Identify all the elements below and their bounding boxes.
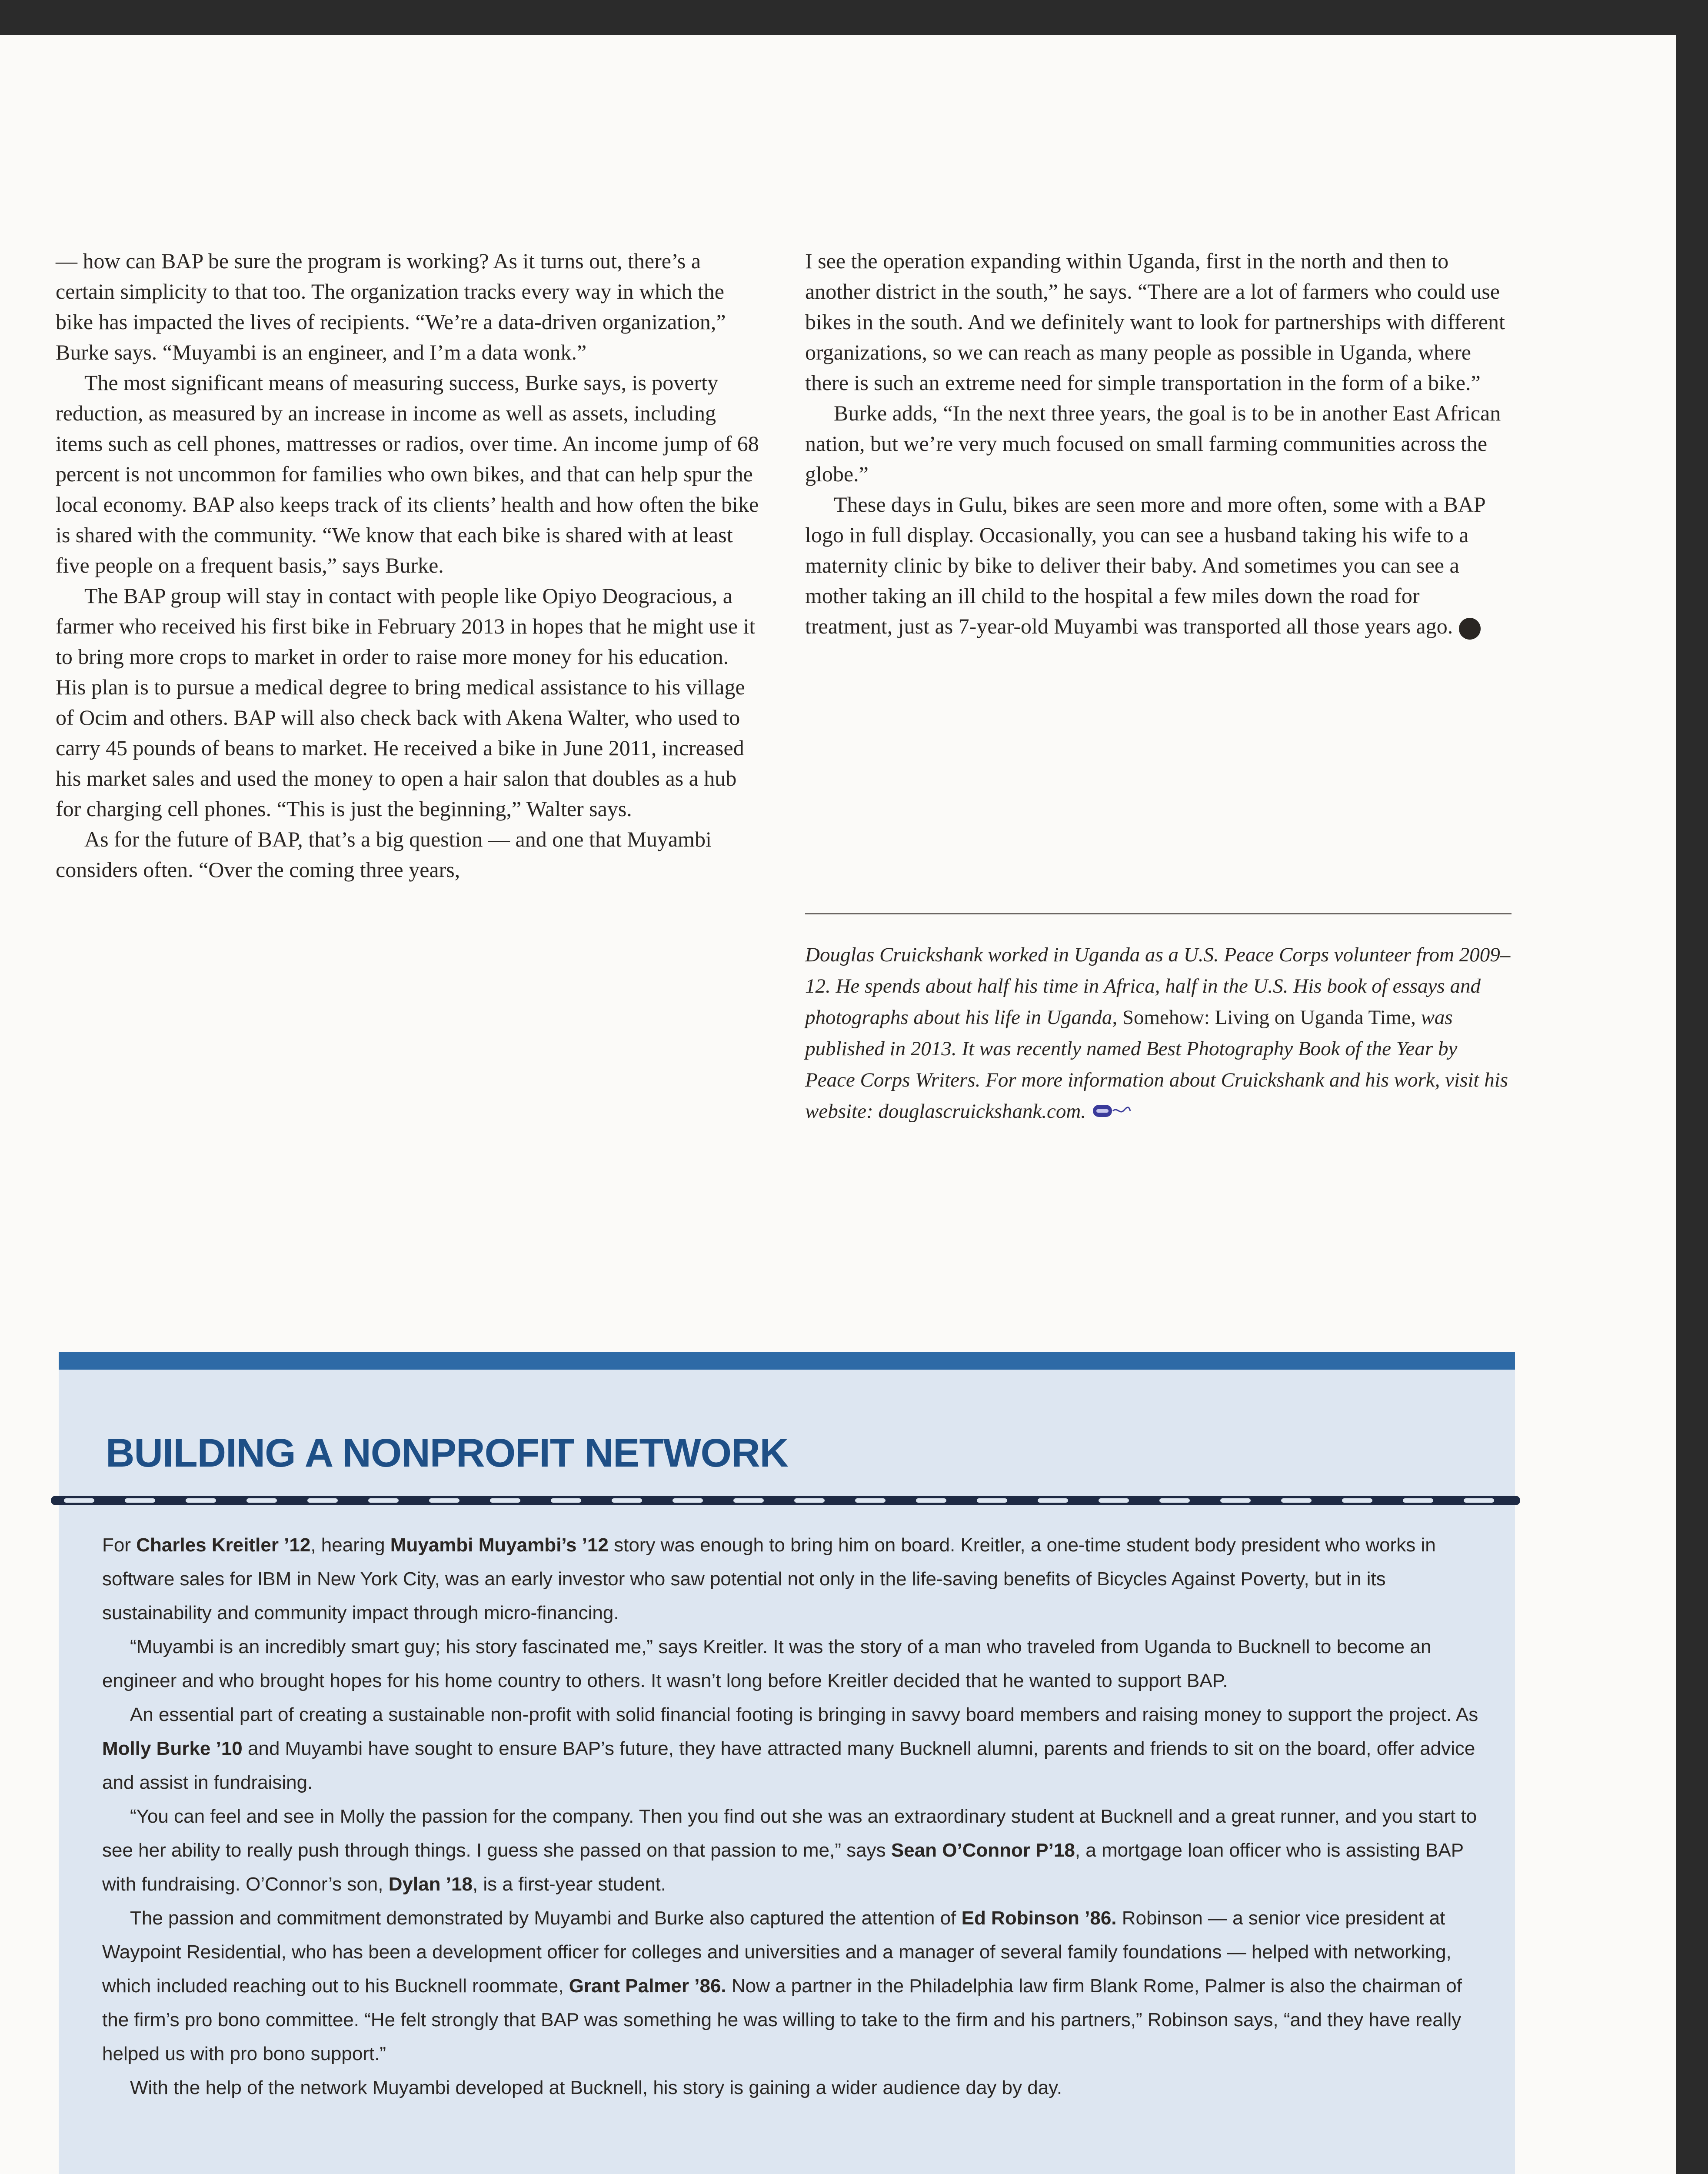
article-paragraph: — how can BAP be sure the program is working? As it turns out, there’s a certain simplicity to that too. The organization tracks every way in which the bike has impacted the lives of recipients. “We’re a data-driven organization,” Burke says. “Muyambi is an engineer, and I’m a data wonk.”	[56, 249, 726, 364]
text-run: , hearing	[310, 1534, 390, 1556]
text-run: “You can feel and see in Molly the passion for the company. Then you find out she was an extraordinary student at Bucknell and a great runner, and you start to see her ability to really push through things. I guess she passed on that passion to me,” says	[102, 1806, 1477, 1861]
end-of-article-icon: B	[1459, 618, 1481, 640]
article-paragraph: I see the operation expanding within Uganda, first in the north and then to another district in the south,” he says. “There are a lot of farmers who could use bikes in the south. And we definitely want to look for partnerships with different organizations, so we can reach as many people as possible in Uganda, where there is such an extreme need for simple transportation in the form of a bike.”	[805, 249, 1505, 395]
sidebar-body	[102, 1528, 1493, 2105]
sidebar-paragraph	[102, 1528, 1493, 1630]
book-title: Somehow: Living on Uganda Time,	[1122, 1006, 1416, 1029]
sidebar-title: BUILDING A NONPROFIT NETWORK	[106, 1431, 788, 1475]
bio-text: was published in 2013. It was recently named Best Photography Book of the Year by Peace Corps Writers. For more information about Cruickshank and his work, visit his website: douglascruickshank.com.	[805, 1006, 1508, 1123]
person-name: Charles Kreitler ’12	[136, 1534, 311, 1556]
author-bio	[805, 939, 1512, 1129]
person-name: Sean O’Connor P’18	[891, 1840, 1075, 1861]
text-run: and Muyambi have sought to ensure BAP’s future, they have attracted many Bucknell alumni, parents and friends to sit on the board, offer advice and assist in fundraising.	[102, 1738, 1475, 1793]
article-paragraph-text: These days in Gulu, bikes are seen more and more often, some with a BAP logo in full display. Occasionally, you can see a husband taking his wife to a maternity clinic by bike to deliver their baby. And sometimes you can see a mother taking an ill child to the hospital a few miles down the road for treatment, just as 7-year-old Muyambi was transported all those years ago.	[805, 492, 1485, 638]
person-name: Muyambi Muyambi’s ’12	[390, 1534, 609, 1556]
text-run: Now a partner in the Philadelphia law firm Blank Rome, Palmer is also the chairman of the firm’s pro bono committee. “He felt strongly that BAP was something he was willing to take to the firm and his partners,” Robinson says, “and they have really helped us with pro bono support.”	[102, 1975, 1462, 2064]
article-paragraph: Burke adds, “In the next three years, the goal is to be in another East African nation, but we’re very much focused on small farming communities across the globe.”	[805, 401, 1501, 486]
text-run: For	[102, 1534, 137, 1556]
sidebar-box	[59, 1352, 1515, 2174]
article-left-column	[56, 246, 762, 885]
bio-divider	[805, 913, 1512, 914]
text-run: Robinson — a senior vice president at Waypoint Residential, who has been a development officer for colleges and universities and a manager of several family foundations — helped with networking, which included reaching out to his Bucknell roommate,	[102, 1907, 1452, 1997]
person-name: Molly Burke ’10	[102, 1738, 243, 1759]
bicycle-icon	[1092, 1097, 1131, 1129]
sidebar-paragraph: With the help of the network Muyambi developed at Bucknell, his story is gaining a wider audience day by day.	[130, 2077, 1062, 2098]
bike-chain-icon	[51, 1487, 1520, 1513]
text-run: , is a first-year student.	[472, 1874, 666, 1895]
text-run: An essential part of creating a sustainable non-profit with solid financial footing is bringing in savvy board members and raising money to support the project. As	[130, 1704, 1478, 1725]
article-paragraph: The most significant means of measuring success, Burke says, is poverty reduction, as measured by an increase in income as well as assets, including items such as cell phones, mattresses or radios, over time. An income jump of 68 percent is not uncommon for families who own bikes, and that can help spur the local economy. BAP also keeps track of its clients’ health and how often the bike is shared with the community. “We know that each bike is shared with at least five people on a frequent basis,” says Burke.	[56, 370, 759, 577]
person-name: Grant Palmer ’86.	[569, 1975, 726, 1997]
article-paragraph: As for the future of BAP, that’s a big question — and one that Muyambi considers often. “Over the coming three years,	[56, 827, 712, 882]
article-paragraph	[805, 489, 1508, 641]
text-run: story was enough to bring him on board. Kreitler, a one-time student body president who works in software sales for IBM in New York City, was an early investor who saw potential not only in the life-saving benefits of Bicycles Against Poverty, but in its sustainability and community impact through micro-financing.	[102, 1534, 1436, 1624]
sidebar-paragraph	[102, 1800, 1493, 1901]
sidebar-paragraph	[102, 1901, 1493, 2071]
sidebar-paragraph: “Muyambi is an incredibly smart guy; his story fascinated me,” says Kreitler. It was the story of a man who traveled from Uganda to Bucknell to become an engineer and who brought hopes for his home country to others. It wasn’t long before Kreitler decided that he wanted to support BAP.	[102, 1636, 1432, 1691]
article-right-column	[805, 246, 1508, 641]
text-run: The passion and commitment demonstrated by Muyambi and Burke also captured the attention of	[130, 1907, 962, 1929]
person-name: Ed Robinson ’86.	[961, 1907, 1117, 1929]
magazine-page	[0, 35, 1676, 2174]
person-name: Dylan ’18	[388, 1874, 473, 1895]
article-paragraph: The BAP group will stay in contact with people like Opiyo Deogracious, a farmer who received his first bike in February 2013 in hopes that he might use it to bring more crops to market in order to raise more money for his education. His plan is to pursue a medical degree to bring medical assistance to his village of Ocim and others. BAP will also check back with Akena Walter, who used to carry 45 pounds of beans to market. He received a bike in June 2011, increased his market sales and used the money to open a hair salon that doubles as a hub for charging cell phones. “This is just the beginning,” Walter says.	[56, 584, 756, 821]
bio-text: Douglas Cruickshank worked in Uganda as a U.S. Peace Corps volunteer from 2009–12. He spends about half his time in Africa, half in the U.S. His book of essays and photographs about his life in Uganda,	[805, 944, 1511, 1029]
text-run: , a mortgage loan officer who is assisting BAP with fundraising. O’Connor’s son,	[102, 1840, 1464, 1895]
sidebar-paragraph	[102, 1698, 1493, 1800]
